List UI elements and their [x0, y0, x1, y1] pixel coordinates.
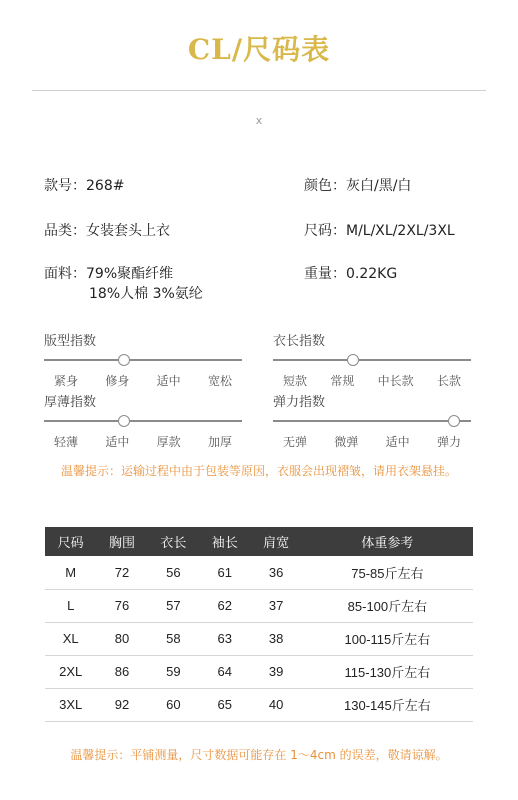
header-weight-ref: 体重参考 — [302, 527, 473, 556]
size-table — [45, 527, 473, 722]
header-shoulder: 肩宽 — [250, 527, 301, 556]
measurement-notice: 温馨提示：平铺测量，尺寸数据可能存在 1～4cm 的误差，敬请谅解。 — [70, 748, 448, 762]
table-cell: 80 — [96, 622, 147, 655]
scale-option: 长款 — [436, 374, 461, 388]
table-cell: M — [45, 556, 96, 589]
table-cell: 38 — [250, 622, 301, 655]
scale-title: 弹力指数 — [273, 395, 326, 410]
table-row — [45, 589, 473, 622]
thickness-index-scale — [44, 394, 242, 450]
table-cell: 64 — [199, 655, 250, 688]
scale-option: 适中 — [156, 374, 181, 388]
table-cell: 92 — [96, 688, 147, 721]
table-cell: 115-130斤左右 — [302, 655, 473, 688]
table-cell: 39 — [250, 655, 301, 688]
table-cell: 40 — [250, 688, 301, 721]
size-list-info: 尺码：M/L/XL/2XL/3XL — [304, 223, 455, 239]
table-cell: 3XL — [45, 688, 96, 721]
scale-knob — [118, 415, 130, 427]
table-cell: 2XL — [45, 655, 96, 688]
scale-option: 微弹 — [334, 435, 359, 449]
scale-option: 适中 — [105, 435, 130, 449]
scale-knob — [118, 354, 130, 366]
table-cell: 60 — [148, 688, 199, 721]
scale-option: 弹力 — [436, 435, 461, 449]
table-cell: 61 — [199, 556, 250, 589]
scale-knob — [347, 354, 359, 366]
table-cell: 58 — [148, 622, 199, 655]
x-mark: x — [255, 114, 263, 127]
table-cell: 59 — [148, 655, 199, 688]
page-title: CL/尺码表 — [187, 33, 331, 66]
fabric-line-1: 面料：79%聚酯纤维 — [44, 266, 174, 282]
weight-info: 重量：0.22KG — [304, 266, 398, 282]
header-size: 尺码 — [45, 527, 96, 556]
table-cell: 63 — [199, 622, 250, 655]
table-cell: 72 — [96, 556, 147, 589]
table-row — [45, 688, 473, 721]
fabric-line-2: 18%人棉 3%氨纶 — [89, 286, 203, 302]
scale-knob — [448, 415, 460, 427]
scale-option: 常规 — [330, 374, 355, 388]
table-cell: 75-85斤左右 — [302, 556, 473, 589]
scale-option: 短款 — [283, 374, 308, 388]
table-header-row — [45, 527, 473, 556]
scale-option: 轻薄 — [54, 435, 79, 449]
scale-option: 修身 — [105, 374, 130, 388]
header-bust: 胸围 — [96, 527, 147, 556]
table-cell: 85-100斤左右 — [302, 589, 473, 622]
table-cell: L — [45, 589, 96, 622]
scale-option: 厚款 — [156, 435, 181, 449]
fabric-info — [44, 264, 203, 304]
header-sleeve: 袖长 — [199, 527, 250, 556]
title-divider — [32, 90, 486, 91]
table-cell: XL — [45, 622, 96, 655]
elasticity-index-scale — [273, 394, 471, 450]
table-cell: 56 — [148, 556, 199, 589]
fit-index-scale — [44, 333, 242, 389]
table-cell: 86 — [96, 655, 147, 688]
length-index-scale — [273, 333, 471, 389]
table-cell: 76 — [96, 589, 147, 622]
scale-option: 加厚 — [207, 435, 232, 449]
scale-option: 适中 — [385, 435, 410, 449]
scale-title: 厚薄指数 — [44, 395, 97, 410]
color-info: 颜色：灰白/黑/白 — [304, 178, 412, 194]
table-cell: 100-115斤左右 — [302, 622, 473, 655]
table-row — [45, 556, 473, 589]
table-cell: 130-145斤左右 — [302, 688, 473, 721]
scale-option: 无弹 — [283, 435, 308, 449]
table-row — [45, 655, 473, 688]
table-cell: 62 — [199, 589, 250, 622]
header-length: 衣长 — [148, 527, 199, 556]
style-number: 款号：268# — [44, 178, 125, 194]
scale-option: 紧身 — [54, 374, 79, 388]
scale-title: 版型指数 — [44, 334, 97, 349]
table-cell: 65 — [199, 688, 250, 721]
table-row — [45, 622, 473, 655]
table-cell: 57 — [148, 589, 199, 622]
scale-title: 衣长指数 — [273, 334, 326, 349]
scale-option: 宽松 — [207, 374, 232, 388]
table-cell: 37 — [250, 589, 301, 622]
category-info: 品类：女装套头上衣 — [44, 223, 170, 239]
shipping-notice: 温馨提示：运输过程中由于包装等原因，衣服会出现褶皱，请用衣架悬挂。 — [60, 464, 457, 478]
scale-option: 中长款 — [377, 374, 414, 388]
table-cell: 36 — [250, 556, 301, 589]
